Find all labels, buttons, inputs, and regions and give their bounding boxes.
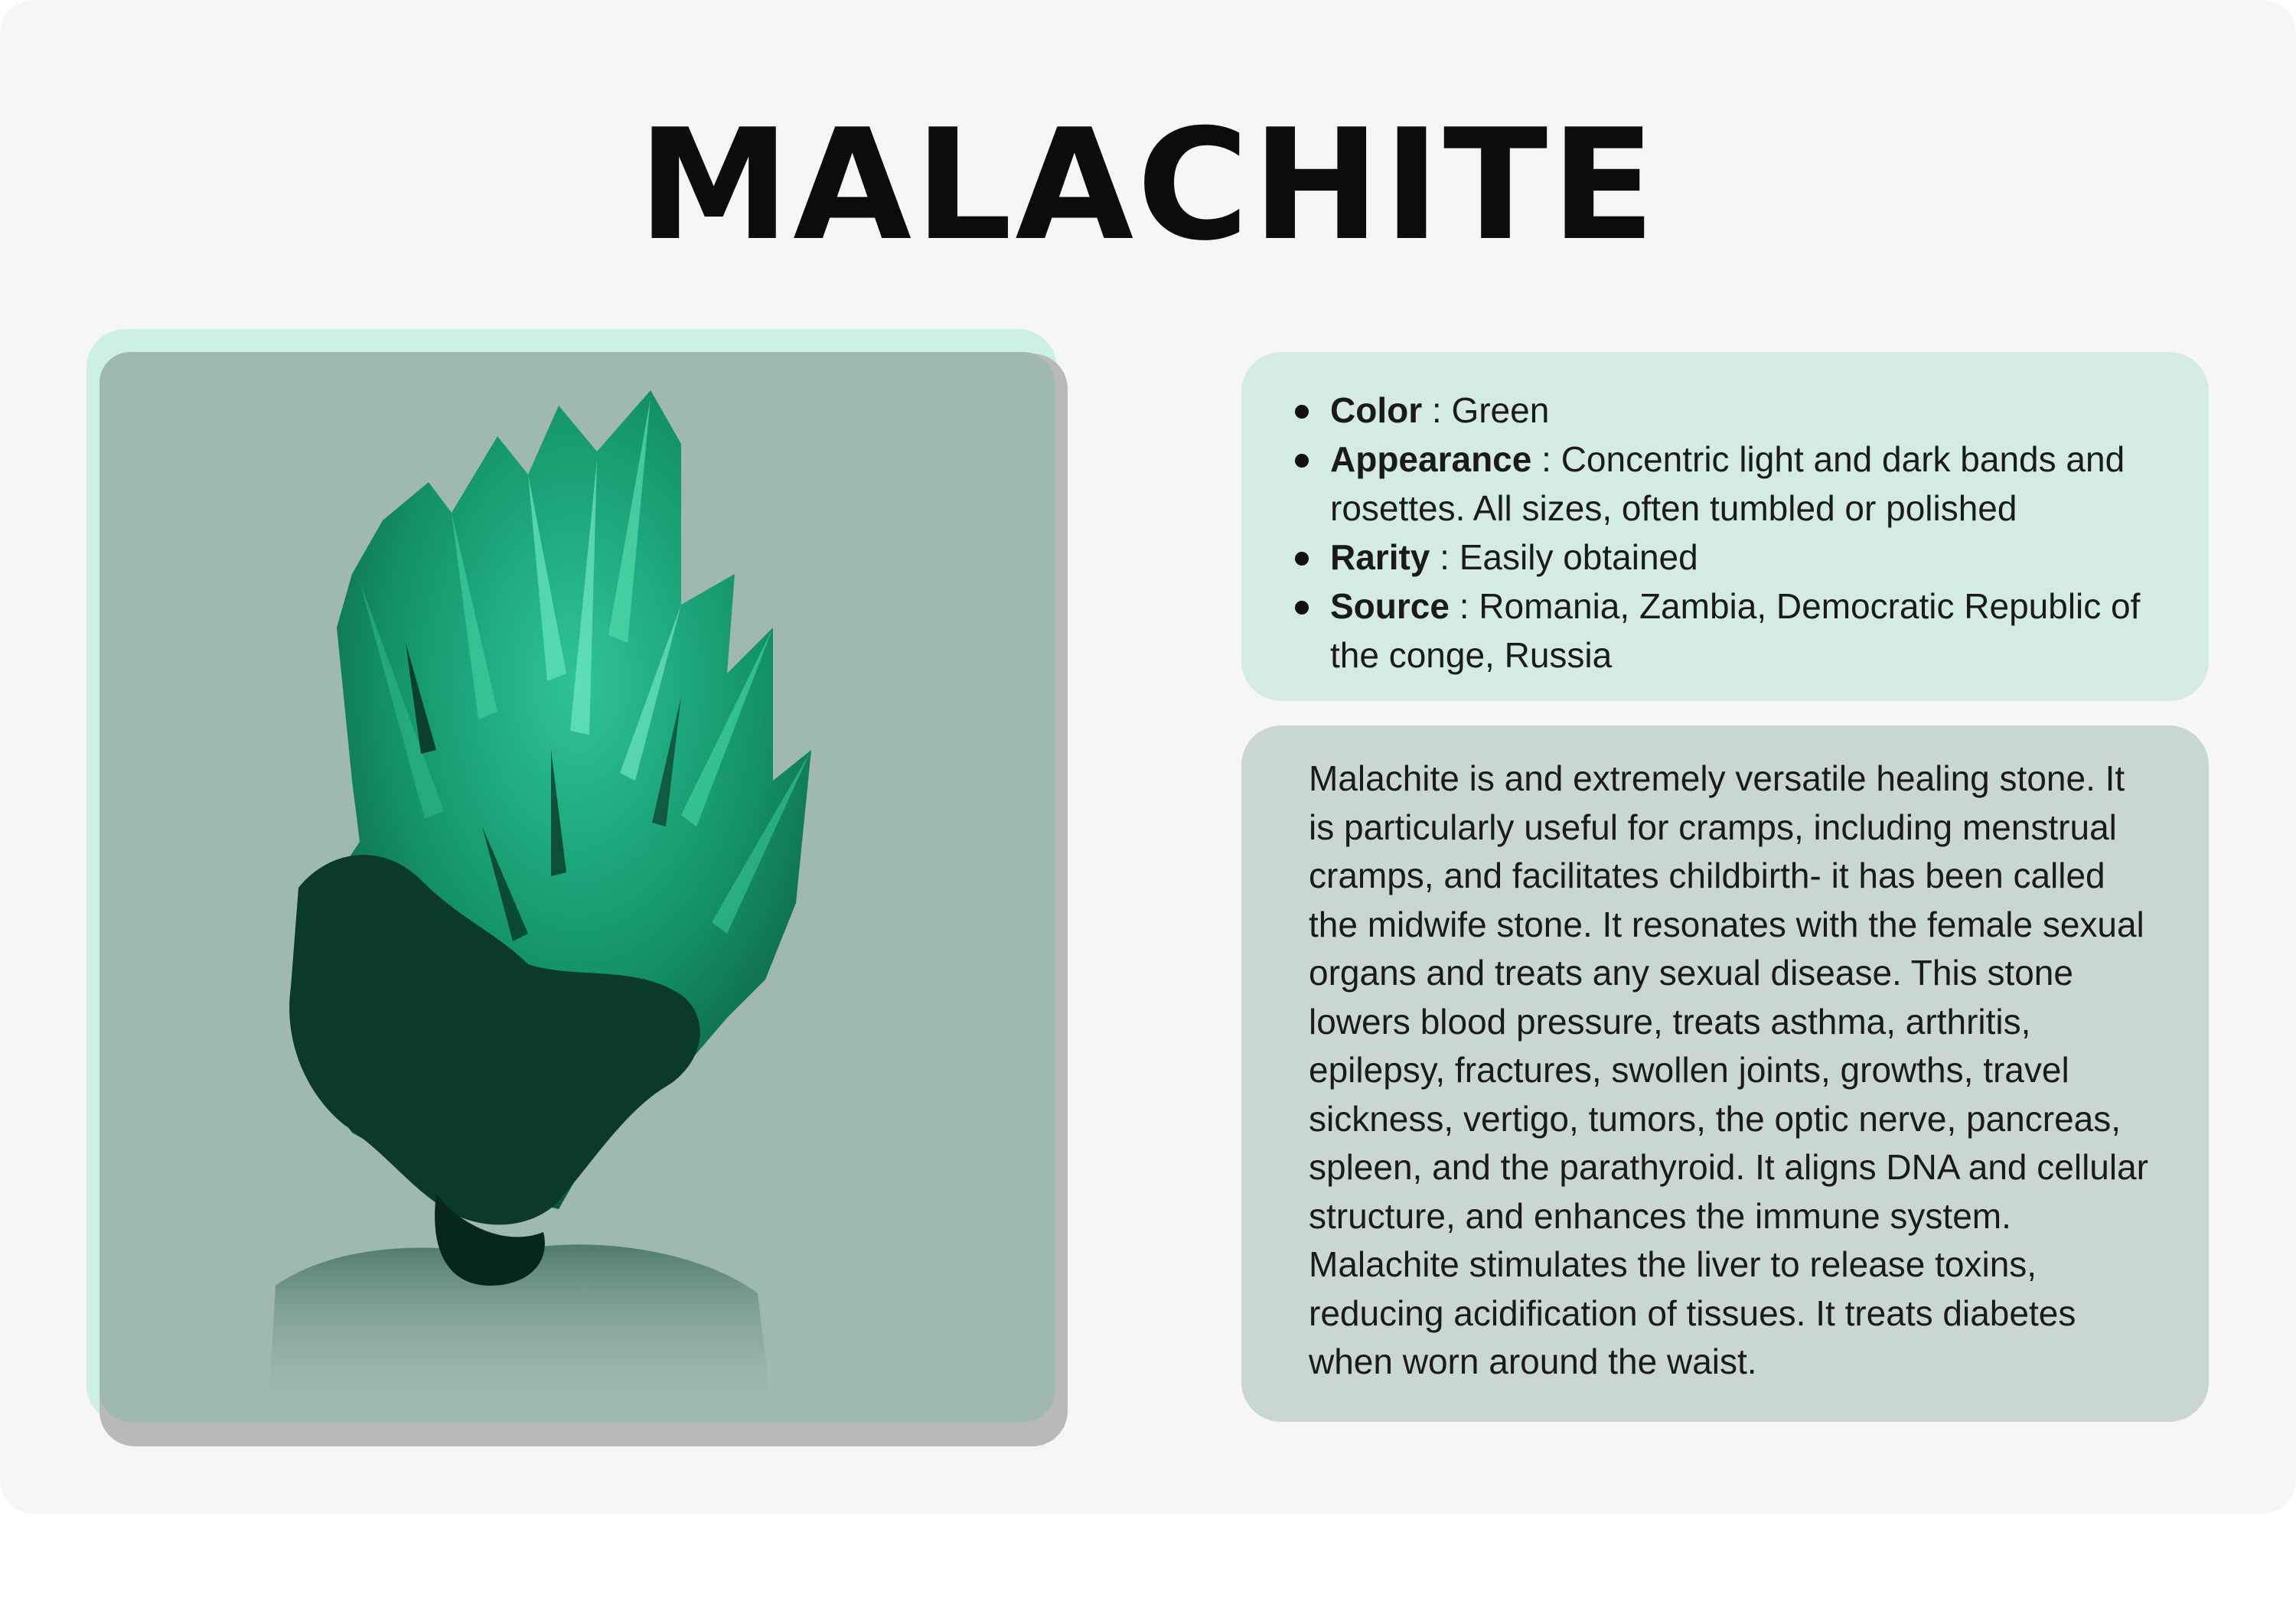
bullet-icon [1295, 552, 1309, 566]
property-value: Easily obtained [1459, 537, 1698, 577]
description-panel [1241, 725, 2209, 1422]
bullet-icon [1295, 405, 1309, 419]
property-color [1295, 386, 2163, 435]
property-value: Concentric light and dark bands and rosettes. All sizes, often tumbled or polished [1330, 439, 2125, 528]
bullet-icon [1295, 454, 1309, 468]
property-value: Green [1451, 390, 1550, 430]
malachite-photo [99, 352, 1055, 1422]
property-separator: : [1430, 537, 1459, 577]
property-separator: : [1422, 390, 1452, 430]
property-source [1295, 582, 2163, 680]
property-value: Romania, Zambia, Democratic Republic of the conge, Russia [1330, 586, 2141, 675]
page-title: MALACHITE [638, 96, 1658, 275]
property-key: Source [1330, 586, 1450, 626]
property-rarity [1295, 533, 2163, 582]
property-appearance [1295, 435, 2163, 533]
properties-list [1295, 386, 2163, 680]
properties-panel [1241, 352, 2209, 701]
property-key: Appearance [1330, 439, 1532, 479]
description-text: Malachite is and extremely versatile healing stone. It is particularly useful for cramps, including menstrual cramps, and facilitates childbirth- it has been called the midwife stone. It resonates with the female sexual organs and treats any sexual disease. This stone lowers blood pressure, treats asthma, arthritis, epilepsy, fractures, swollen joints, growths, travel sickness, vertigo, tumors, the optic nerve, pancreas, spleen, and the parathyroid. It aligns DNA and cellular structure, and enhances the immune system. Malachite stimulates the liver to release toxins, reducing acidification of tissues. It treats diabetes when worn around the waist. [1309, 758, 2148, 1381]
bullet-icon [1295, 601, 1309, 615]
property-key: Rarity [1330, 537, 1430, 577]
property-separator: : [1531, 439, 1561, 479]
malachite-stone-image [99, 352, 1055, 1422]
property-key: Color [1330, 390, 1423, 430]
property-separator: : [1449, 586, 1479, 626]
